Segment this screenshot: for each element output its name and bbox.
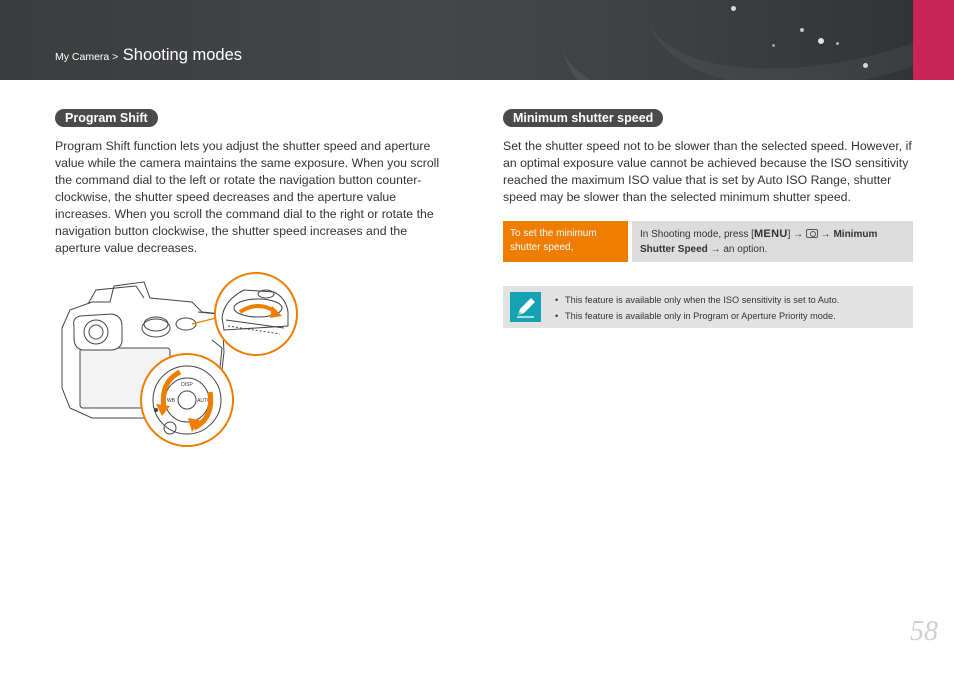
shooting-menu-camera-icon [806, 229, 818, 238]
breadcrumb-current: Shooting modes [122, 46, 243, 64]
note-pencil-icon [510, 292, 541, 322]
instruction-steps [632, 221, 913, 262]
note-list [555, 292, 839, 324]
section-heading-program-shift: Program Shift [55, 109, 158, 127]
note-item: • This feature is available only in Program or Aperture Priority mode. [555, 308, 839, 324]
note-box [503, 286, 913, 328]
breadcrumb [55, 46, 242, 65]
instruction-arrow-2: → [817, 229, 834, 240]
dial-label-auto: AUTO [197, 398, 211, 404]
instruction-text-end: → an option. [707, 244, 768, 255]
minimum-shutter-speed-description: Set the shutter speed not to be slower than the selected speed. However, if an optimal exposure value cannot be achieved because the ISO sensitivity reached the maximum ISO value that is set by Auto ISO Range, shutter speed may be slower than the selected minimum shutter speed. [503, 139, 912, 204]
sparkle-icon [836, 42, 839, 45]
header-banner [0, 0, 954, 80]
instruction-menu-item: Minimum Shutter Speed [640, 229, 878, 255]
menu-key: MENU [753, 228, 788, 240]
header-accent-bar [913, 0, 954, 80]
page-number: 58 [910, 616, 938, 647]
instruction-label: To set the minimum shutter speed, [503, 221, 628, 262]
sparkle-icon [818, 38, 824, 44]
program-shift-description: Program Shift function lets you adjust the shutter speed and aperture value while the camera maintains the same exposure. When you scroll the command dial to the left or rotate the navigation button counter-clockwise, the shutter speed decreases and the aperture value increases. When you scroll the command dial to the right or rotate the navigation button clockwise, the shutter speed increases and the aperture value decreases. [55, 139, 440, 255]
instruction-text-before: In Shooting mode, press [ [640, 229, 754, 240]
instruction-arrow: ] → [787, 229, 806, 240]
camera-illustration [52, 268, 300, 454]
breadcrumb-parent[interactable]: My Camera > [55, 51, 119, 63]
sparkle-icon [772, 44, 775, 47]
sparkle-icon [800, 28, 804, 32]
sparkle-icon [863, 63, 868, 68]
section-heading-minimum-shutter-speed: Minimum shutter speed [503, 109, 663, 127]
note-item: • This feature is available only when the ISO sensitivity is set to Auto. [555, 292, 839, 308]
dial-label-disp: DISP [181, 382, 193, 388]
sparkle-icon [731, 6, 736, 11]
dial-label-wb: WB [166, 398, 176, 404]
